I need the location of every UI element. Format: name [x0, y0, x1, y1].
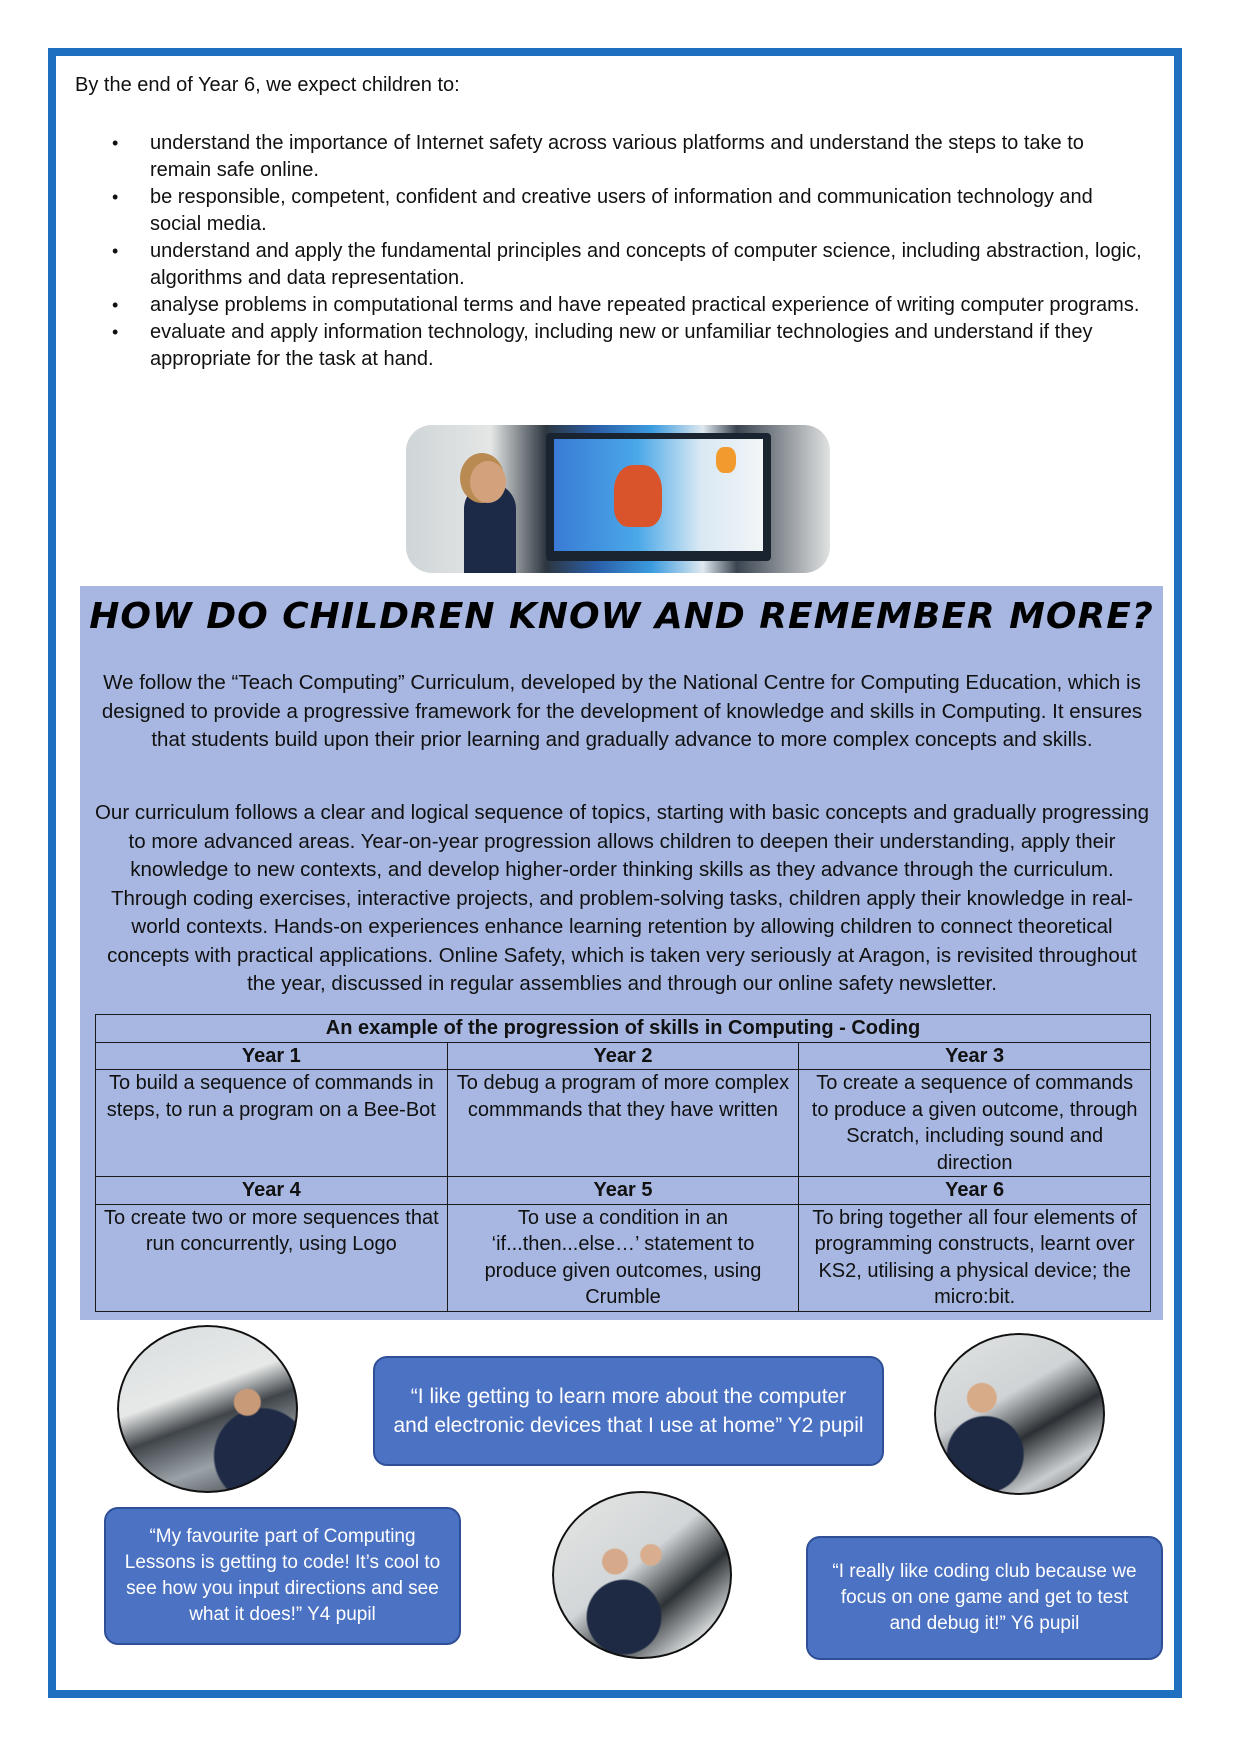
- quote-text: “My favourite part of Computing Lessons is getting to code! It’s cool to see how you input directions and see what it does!” Y4 pupil: [124, 1526, 441, 1625]
- table-cell: To use a condition in an ‘if...then...else…’ statement to produce given outcomes, using Crumble: [447, 1204, 799, 1311]
- section-heading: HOW DO CHILDREN KNOW AND REMEMBER MORE?: [89, 596, 1154, 637]
- curriculum-paragraph: We follow the “Teach Computing” Curriculum, developed by the National Centre for Computing Education, which is designed to provide a progressive framework for the development of knowledge and skills in Computing. It ensures that students build upon their prior learning and gradually advance to more complex concepts and skills.: [101, 671, 1143, 751]
- column-header: Year 1: [96, 1042, 448, 1070]
- list-item: • understand and apply the fundamental principles and concepts of computer science, including abstraction, logic, algorithms and data representation.: [112, 238, 1142, 292]
- table-cell: To create two or more sequences that run concurrently, using Logo: [96, 1204, 448, 1311]
- list-item: • understand the importance of Internet safety across various platforms and understand the steps to take to remain safe online.: [112, 130, 1142, 184]
- table-cell: To create a sequence of commands to produce a given outcome, through Scratch, including sound and direction: [799, 1070, 1151, 1177]
- table-cell: To debug a program of more complex commmands that they have written: [447, 1070, 799, 1177]
- column-header: Year 2: [447, 1042, 799, 1070]
- column-header: Year 5: [447, 1177, 799, 1205]
- list-item: • be responsible, competent, confident and creative users of information and communication technology and social media.: [112, 184, 1142, 238]
- table-header-row: [96, 1042, 1151, 1070]
- progression-paragraph: Our curriculum follows a clear and logical sequence of topics, starting with basic concepts and gradually progressing to more advanced areas. Year-on-year progression allows children to deepen their understanding, apply their knowledge to new contexts, and develop higher-order thinking skills as they advance through the curriculum. Through coding exercises, interactive projects, and problem-solving tasks, children apply their knowledge in real-world contexts. Hands-on experiences enhance learning retention by allowing children to connect theoretical concepts with practical applications. Online Safety, which is taken very seriously at Aragon, is revisited throughout the year, discussed in regular assemblies and through our online safety newsletter.: [94, 801, 1149, 995]
- list-item: • analyse problems in computational terms and have repeated practical experience of writing computer programs.: [112, 292, 1142, 319]
- pupils-at-computers-photo: [552, 1491, 732, 1659]
- quote-text: “I really like coding club because we focus on one game and get to test and debug it!” Y6 pupil: [832, 1561, 1137, 1634]
- expectations-list: [112, 130, 1142, 373]
- list-item: • evaluate and apply information technology, including new or unfamiliar technologies and understand if they appropriate for the task at hand.: [112, 319, 1142, 373]
- pupils-at-computers-photo: [934, 1333, 1105, 1495]
- column-header: Year 4: [96, 1177, 448, 1205]
- progression-table: [95, 1014, 1151, 1312]
- column-header: Year 6: [799, 1177, 1151, 1205]
- intro-text: By the end of Year 6, we expect children to:: [75, 74, 460, 96]
- pupil-quote-y4: [104, 1507, 461, 1645]
- table-cell: To bring together all four elements of programming constructs, learnt over KS2, utilising a physical device; the micro:bit.: [799, 1204, 1151, 1311]
- pupil-at-screen-photo: [406, 425, 830, 573]
- pupils-at-computers-photo: [117, 1325, 298, 1493]
- table-row: [96, 1204, 1151, 1311]
- table-caption: An example of the progression of skills in Computing - Coding: [96, 1015, 1151, 1043]
- table-row: [96, 1070, 1151, 1177]
- table-header-row: [96, 1177, 1151, 1205]
- table-cell: To build a sequence of commands in steps, to run a program on a Bee-Bot: [96, 1070, 448, 1177]
- quote-text: “I like getting to learn more about the computer and electronic devices that I use at home” Y2 pupil: [393, 1385, 864, 1437]
- pupil-quote-y2: [373, 1356, 884, 1466]
- column-header: Year 3: [799, 1042, 1151, 1070]
- pupil-quote-y6: [806, 1536, 1163, 1660]
